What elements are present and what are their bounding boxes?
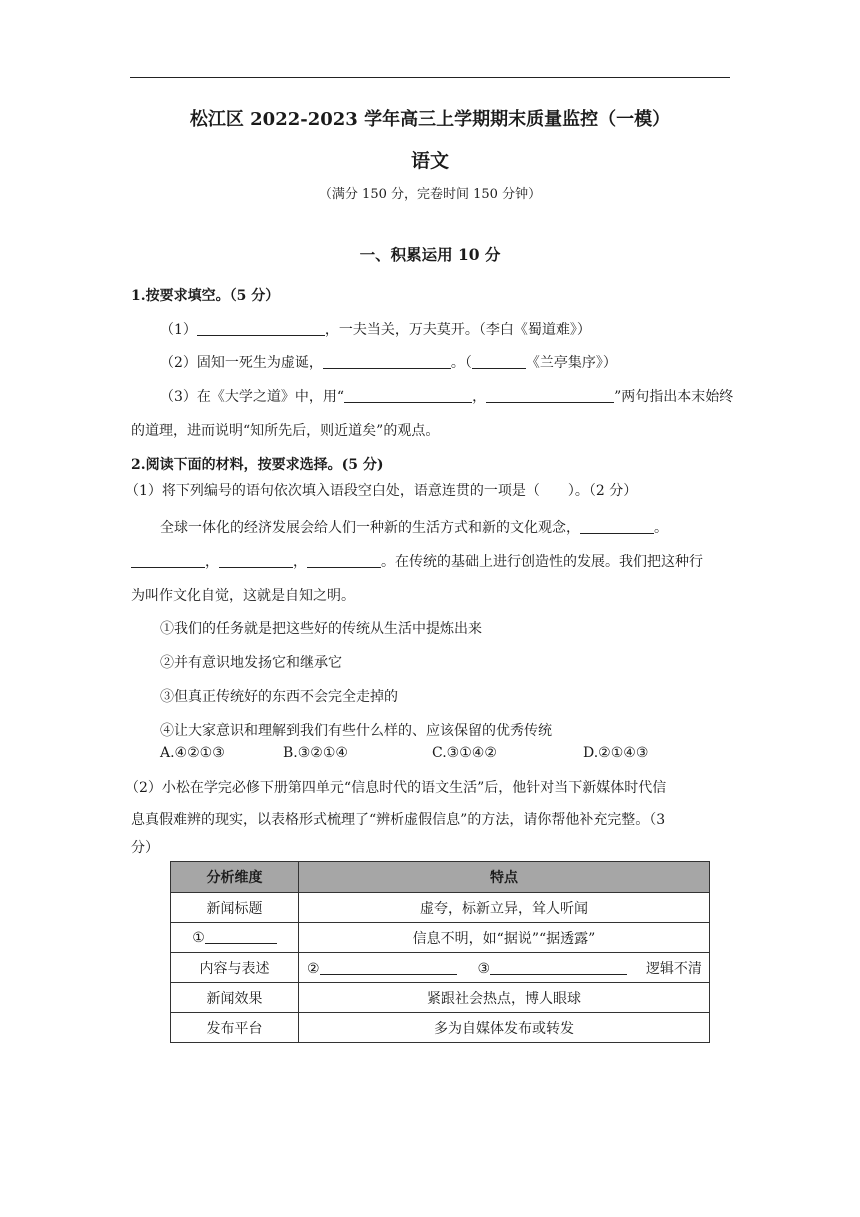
exam-title: 松江区 2022-2023 学年高三上学期期末质量监控（一模） bbox=[189, 109, 671, 130]
answer-blank[interactable] bbox=[323, 354, 451, 369]
answer-blank[interactable] bbox=[472, 354, 526, 369]
q1-item-3-mid: ， bbox=[472, 389, 487, 405]
table-row bbox=[171, 983, 710, 1013]
paragraph-text: 全球一体化的经济发展会给人们一种新的生活方式和新的文化观念， bbox=[160, 520, 580, 536]
paragraph-text: ， bbox=[293, 554, 307, 570]
answer-blank[interactable] bbox=[205, 930, 277, 944]
q1-item-1 bbox=[160, 319, 591, 339]
row-feature: 多为自媒体发布或转发 bbox=[299, 1013, 710, 1043]
q1-item-2 bbox=[160, 352, 617, 372]
row-dimension: 内容与表述 bbox=[171, 953, 299, 983]
table-row bbox=[171, 1013, 710, 1043]
row-dimension bbox=[171, 923, 299, 953]
sentence-item-4: ④让大家意识和理解到我们有些什么样的、应该保留的优秀传统 bbox=[160, 723, 552, 739]
sentence-item-2: ②并有意识地发扬它和继承它 bbox=[160, 655, 342, 671]
answer-blank[interactable] bbox=[320, 960, 457, 975]
q1-item-3-continued: 的道理，进而说明“知所先后，则近道矣”的观点。 bbox=[131, 423, 440, 439]
q2-sub-2-line-1: （2）小松在学完必修下册第四单元“信息时代的语文生活”后，他针对当下新媒体时代信 bbox=[125, 780, 667, 796]
blank-marker: ③ bbox=[477, 960, 491, 977]
header-dimension: 分析维度 bbox=[171, 862, 299, 893]
paragraph-text: 。在传统的基础上进行创造性的发展。我们把这种行 bbox=[381, 554, 703, 570]
answer-blank[interactable] bbox=[490, 960, 627, 975]
option-b[interactable]: B.③②①④ bbox=[283, 745, 348, 761]
answer-blank[interactable] bbox=[307, 553, 381, 568]
answer-blank[interactable] bbox=[486, 388, 614, 403]
answer-blank[interactable] bbox=[197, 321, 325, 336]
header-feature: 特点 bbox=[299, 862, 710, 893]
q1-item-3-text: ”两句指出本末始终 bbox=[614, 389, 734, 405]
option-c[interactable]: C.③①④② bbox=[432, 745, 497, 761]
answer-blank[interactable] bbox=[219, 553, 293, 568]
q1-item-1-prefix: （1） bbox=[160, 322, 197, 338]
paragraph-line-3: 为叫作文化自觉，这就是自知之明。 bbox=[131, 588, 355, 604]
table-row bbox=[171, 893, 710, 923]
q1-item-3 bbox=[160, 386, 733, 406]
answer-blank[interactable] bbox=[344, 388, 472, 403]
sentence-item-3: ③但真正传统好的东西不会完全走掉的 bbox=[160, 689, 398, 705]
row-feature: 虚夸，标新立异，耸人听闻 bbox=[299, 893, 710, 923]
q1-item-2-prefix: （2）固知一死生为虚诞， bbox=[160, 355, 323, 371]
top-rule bbox=[130, 77, 730, 78]
analysis-table bbox=[170, 861, 710, 1043]
q2-sub-2-line-2: 息真假难辨的现实，以表格形式梳理了“辨析虚假信息”的方法，请你帮他补充完整。（3 bbox=[131, 812, 666, 828]
question-2-heading: 2.阅读下面的材料，按要求选择。(5 分) bbox=[131, 457, 384, 473]
answer-blank[interactable] bbox=[131, 553, 205, 568]
sentence-item-1: ①我们的任务就是把这些好的传统从生活中提炼出来 bbox=[160, 621, 482, 637]
row-dimension: 新闻标题 bbox=[171, 893, 299, 923]
exam-meta: （满分 150 分，完卷时间 150 分钟） bbox=[318, 187, 542, 202]
paragraph-text: 。 bbox=[654, 520, 668, 536]
paragraph-text: ， bbox=[205, 554, 219, 570]
q1-item-3-prefix: （3）在《大学之道》中，用“ bbox=[160, 389, 345, 405]
answer-blank[interactable] bbox=[580, 519, 654, 534]
paragraph-line-2 bbox=[131, 551, 703, 571]
option-d[interactable]: D.②①④③ bbox=[583, 745, 649, 761]
question-1-heading: 1.按要求填空。（5 分） bbox=[131, 288, 280, 304]
row-feature bbox=[299, 953, 710, 983]
q1-item-1-text: ，一夫当关，万夫莫开。（李白《蜀道难》） bbox=[324, 322, 591, 338]
row-dimension: 新闻效果 bbox=[171, 983, 299, 1013]
q2-sub-2-line-3: 分） bbox=[131, 840, 159, 856]
row-feature: 紧跟社会热点，博人眼球 bbox=[299, 983, 710, 1013]
blank-marker: ② bbox=[307, 960, 320, 977]
table-header-row bbox=[171, 862, 710, 893]
paragraph-line-1 bbox=[160, 517, 668, 537]
table-row bbox=[171, 953, 710, 983]
section-heading: 一、积累运用 10 分 bbox=[359, 245, 501, 264]
q1-item-2-mid: 。（ bbox=[450, 355, 472, 371]
row-dimension: 发布平台 bbox=[171, 1013, 299, 1043]
row-feature: 信息不明，如“据说”“据透露” bbox=[299, 923, 710, 953]
table-row bbox=[171, 923, 710, 953]
q1-item-2-text: 《兰亭集序》） bbox=[525, 355, 617, 371]
q2-sub-1: （1）将下列编号的语句依次填入语段空白处，语意连贯的一项是（ ）。（2 分） bbox=[125, 483, 638, 499]
row-feature-text: 逻辑不清 bbox=[645, 960, 702, 977]
subject-title: 语文 bbox=[410, 150, 449, 172]
option-a[interactable]: A.④②①③ bbox=[160, 745, 225, 761]
blank-marker: ① bbox=[192, 929, 205, 946]
